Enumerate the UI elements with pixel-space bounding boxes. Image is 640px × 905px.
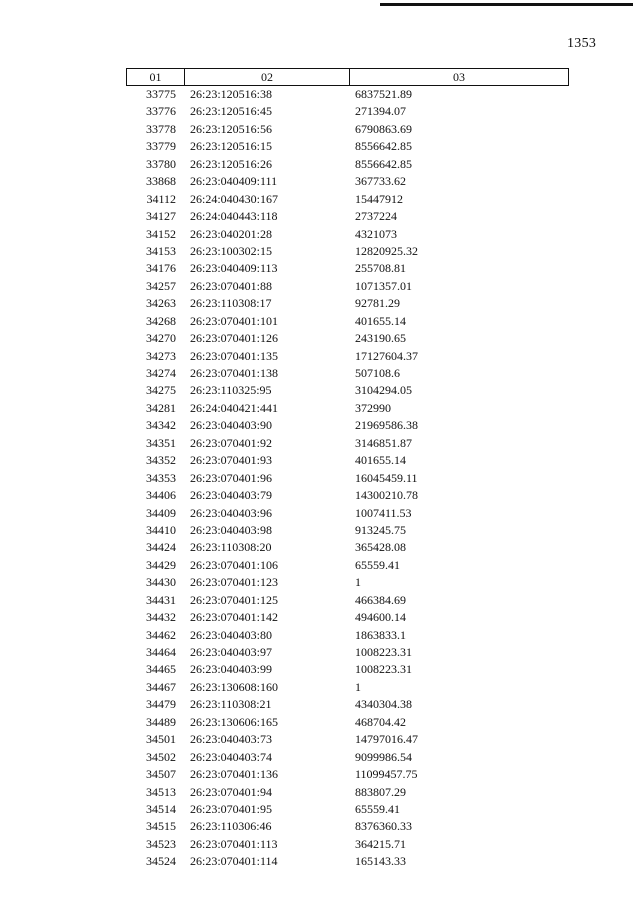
table-cell-col-03: 2737224 xyxy=(355,209,397,224)
table-cell-col-01: 33780 xyxy=(146,156,176,171)
table-row xyxy=(126,86,569,103)
table-cell-col-02: 26:23:040409:111 xyxy=(190,174,278,189)
table-cell-col-02: 26:23:100302:15 xyxy=(190,243,273,258)
table-cell-col-02: 26:23:070401:114 xyxy=(190,854,278,869)
table-cell-col-01: 34127 xyxy=(146,209,176,224)
table-row xyxy=(126,330,569,347)
top-rule xyxy=(380,3,633,6)
table-cell-col-03: 401655.14 xyxy=(355,453,406,468)
table-cell-col-03: 4321073 xyxy=(355,226,397,241)
table-cell-col-02: 26:23:070401:94 xyxy=(190,784,273,799)
table-row xyxy=(126,156,569,173)
table-row xyxy=(126,226,569,243)
table-cell-col-01: 34424 xyxy=(146,540,176,555)
table-row xyxy=(126,539,569,556)
table-cell-col-01: 34507 xyxy=(146,767,176,782)
table-cell-col-03: 913245.75 xyxy=(355,522,406,537)
table-cell-col-02: 26:23:110308:21 xyxy=(190,697,272,712)
table-cell-col-01: 34273 xyxy=(146,348,176,363)
table-cell-col-03: 255708.81 xyxy=(355,261,406,276)
table-cell-col-03: 365428.08 xyxy=(355,540,406,555)
table-row xyxy=(126,714,569,731)
table-cell-col-03: 21969586.38 xyxy=(355,418,418,433)
table-cell-col-02: 26:23:040403:97 xyxy=(190,645,273,659)
table-cell-col-02: 26:23:040403:96 xyxy=(190,505,273,520)
table-cell-col-01: 34352 xyxy=(146,453,176,468)
table-cell-col-01: 34410 xyxy=(146,522,176,537)
table-cell-col-03: 8556642.85 xyxy=(355,156,412,171)
table-cell-col-02: 26:23:070401:93 xyxy=(190,453,273,468)
table-cell-col-01: 33779 xyxy=(146,139,176,154)
table-cell-col-02: 26:23:040409:113 xyxy=(190,261,278,276)
table-cell-col-01: 34409 xyxy=(146,505,176,520)
table-row xyxy=(126,801,569,818)
table-cell-col-02: 26:23:120516:38 xyxy=(190,87,273,101)
table-cell-col-01: 33778 xyxy=(146,121,176,136)
table-cell-col-01: 34501 xyxy=(146,732,176,747)
table-cell-col-01: 34176 xyxy=(146,261,176,276)
table-cell-col-01: 33868 xyxy=(146,174,176,189)
table-row xyxy=(126,121,569,138)
table-row xyxy=(126,435,569,452)
table-cell-col-02: 26:23:070401:123 xyxy=(190,575,279,590)
table-cell-col-03: 1 xyxy=(355,575,361,590)
table-cell-col-02: 26:23:070401:135 xyxy=(190,348,279,363)
table-cell-col-01: 34430 xyxy=(146,575,176,590)
table-cell-col-02: 26:23:070401:138 xyxy=(190,366,279,380)
table-cell-col-02: 26:23:110325:95 xyxy=(190,383,272,398)
table-cell-col-01: 34462 xyxy=(146,627,176,642)
table-row xyxy=(126,417,569,434)
table-body xyxy=(126,86,569,871)
table-cell-col-01: 34274 xyxy=(146,366,176,380)
table-row xyxy=(126,749,569,766)
table-cell-col-01: 34281 xyxy=(146,400,176,415)
table-cell-col-01: 34515 xyxy=(146,819,176,834)
table-cell-col-02: 26:23:040201:28 xyxy=(190,226,273,241)
table-cell-col-02: 26:23:040403:99 xyxy=(190,662,273,677)
table-row xyxy=(126,731,569,748)
table-row xyxy=(126,505,569,522)
table-cell-col-02: 26:23:120516:56 xyxy=(190,121,273,136)
table-cell-col-01: 34153 xyxy=(146,243,176,258)
table-cell-col-03: 6790863.69 xyxy=(355,121,412,136)
table-cell-col-02: 26:23:040403:74 xyxy=(190,749,273,764)
table-row xyxy=(126,522,569,539)
table-cell-col-03: 883807.29 xyxy=(355,784,406,799)
table-cell-col-01: 33776 xyxy=(146,104,176,119)
table-cell-col-02: 26:23:110308:20 xyxy=(190,540,272,555)
table-row xyxy=(126,382,569,399)
table-cell-col-01: 34257 xyxy=(146,278,176,293)
table-cell-col-02: 26:23:110308:17 xyxy=(190,296,272,311)
table-cell-col-01: 33775 xyxy=(146,87,176,101)
table-cell-col-03: 364215.71 xyxy=(355,836,406,851)
table-cell-col-02: 26:23:130608:160 xyxy=(190,679,279,694)
table-cell-col-01: 34465 xyxy=(146,662,176,677)
table-cell-col-01: 34432 xyxy=(146,610,176,625)
table-cell-col-02: 26:23:040403:73 xyxy=(190,732,273,747)
table-cell-col-03: 65559.41 xyxy=(355,557,400,572)
table-cell-col-02: 26:23:120516:15 xyxy=(190,139,273,154)
table-cell-col-03: 15447912 xyxy=(355,191,403,206)
table-cell-col-02: 26:23:040403:79 xyxy=(190,488,273,503)
table-cell-col-01: 34268 xyxy=(146,313,176,328)
table-cell-col-03: 1007411.53 xyxy=(355,505,412,520)
table-cell-col-03: 401655.14 xyxy=(355,313,406,328)
table-cell-col-01: 34152 xyxy=(146,226,176,241)
table-cell-col-01: 34513 xyxy=(146,784,176,799)
table-cell-col-01: 34431 xyxy=(146,592,176,607)
table-cell-col-02: 26:23:040403:80 xyxy=(190,627,273,642)
table-cell-col-02: 26:23:070401:136 xyxy=(190,767,279,782)
table-row xyxy=(126,679,569,696)
table-cell-col-02: 26:23:040403:90 xyxy=(190,418,273,433)
table-cell-col-03: 271394.07 xyxy=(355,104,406,119)
table-header xyxy=(126,68,569,86)
table-cell-col-02: 26:23:070401:106 xyxy=(190,557,279,572)
table-row xyxy=(126,784,569,801)
table-row xyxy=(126,365,569,382)
table-row xyxy=(126,208,569,225)
table-cell-col-03: 8556642.85 xyxy=(355,139,412,154)
table-cell-col-01: 34514 xyxy=(146,801,176,816)
table-row xyxy=(126,661,569,678)
table-row xyxy=(126,243,569,260)
table-cell-col-01: 34464 xyxy=(146,645,176,659)
table-row xyxy=(126,278,569,295)
table-row xyxy=(126,609,569,626)
table-cell-col-01: 34112 xyxy=(146,191,176,206)
table-cell-col-03: 1 xyxy=(355,679,361,694)
table-cell-col-03: 3104294.05 xyxy=(355,383,412,398)
table-cell-col-01: 34342 xyxy=(146,418,176,433)
table-cell-col-01: 34479 xyxy=(146,697,176,712)
table-cell-col-01: 34351 xyxy=(146,435,176,450)
header-col-02: 02 xyxy=(185,69,350,85)
table-cell-col-02: 26:23:070401:101 xyxy=(190,313,279,328)
table-cell-col-03: 3146851.87 xyxy=(355,435,412,450)
table-cell-col-01: 34502 xyxy=(146,749,176,764)
table-cell-col-01: 34275 xyxy=(146,383,176,398)
table-row xyxy=(126,644,569,661)
table-row xyxy=(126,348,569,365)
table-cell-col-01: 34524 xyxy=(146,854,176,869)
table-cell-col-02: 26:24:040421:441 xyxy=(190,400,279,415)
table-cell-col-03: 14797016.47 xyxy=(355,732,418,747)
table-cell-col-03: 4340304.38 xyxy=(355,697,412,712)
table-row xyxy=(126,487,569,504)
table-row xyxy=(126,574,569,591)
table-cell-col-02: 26:24:040443:118 xyxy=(190,209,278,224)
table-cell-col-03: 165143.33 xyxy=(355,854,406,869)
table-cell-col-03: 14300210.78 xyxy=(355,488,418,503)
table-row xyxy=(126,853,569,870)
table-cell-col-02: 26:23:120516:26 xyxy=(190,156,273,171)
table-cell-col-01: 34263 xyxy=(146,296,176,311)
table-cell-col-03: 12820925.32 xyxy=(355,243,418,258)
table-cell-col-01: 34270 xyxy=(146,331,176,346)
table-cell-col-02: 26:23:070401:126 xyxy=(190,331,279,346)
table-cell-col-03: 1008223.31 xyxy=(355,662,412,677)
table-row xyxy=(126,696,569,713)
table-cell-col-03: 507108.6 xyxy=(355,366,400,380)
page-number: 1353 xyxy=(567,36,597,51)
table-cell-col-03: 494600.14 xyxy=(355,610,406,625)
table-row xyxy=(126,592,569,609)
table-row xyxy=(126,470,569,487)
table-cell-col-03: 6837521.89 xyxy=(355,87,412,101)
table-cell-col-03: 1071357.01 xyxy=(355,278,412,293)
header-col-01: 01 xyxy=(127,69,185,85)
data-table xyxy=(126,68,569,871)
table-cell-col-03: 17127604.37 xyxy=(355,348,418,363)
table-cell-col-02: 26:23:070401:142 xyxy=(190,610,279,625)
table-cell-col-02: 26:24:040430:167 xyxy=(190,191,279,206)
table-cell-col-03: 1863833.1 xyxy=(355,627,406,642)
table-row xyxy=(126,103,569,120)
table-cell-col-03: 372990 xyxy=(355,400,391,415)
table-row xyxy=(126,295,569,312)
table-row xyxy=(126,138,569,155)
table-row xyxy=(126,627,569,644)
table-cell-col-03: 243190.65 xyxy=(355,331,406,346)
table-cell-col-03: 11099457.75 xyxy=(355,767,418,782)
table-cell-col-01: 34429 xyxy=(146,557,176,572)
table-cell-col-02: 26:23:070401:125 xyxy=(190,592,279,607)
table-cell-col-03: 367733.62 xyxy=(355,174,406,189)
table-row xyxy=(126,173,569,190)
table-cell-col-01: 34523 xyxy=(146,836,176,851)
table-cell-col-01: 34467 xyxy=(146,679,176,694)
table-cell-col-03: 65559.41 xyxy=(355,801,400,816)
table-cell-col-01: 34353 xyxy=(146,470,176,485)
table-cell-col-02: 26:23:040403:98 xyxy=(190,522,273,537)
table-row xyxy=(126,818,569,835)
table-cell-col-03: 92781.29 xyxy=(355,296,400,311)
table-row xyxy=(126,452,569,469)
header-col-03: 03 xyxy=(453,70,465,84)
table-cell-col-02: 26:23:070401:113 xyxy=(190,836,278,851)
table-cell-col-03: 16045459.11 xyxy=(355,470,418,485)
table-row xyxy=(126,766,569,783)
table-cell-col-03: 9099986.54 xyxy=(355,749,412,764)
table-row xyxy=(126,557,569,574)
table-cell-col-02: 26:23:070401:92 xyxy=(190,435,273,450)
table-cell-col-02: 26:23:110306:46 xyxy=(190,819,272,834)
table-row xyxy=(126,836,569,853)
table-row xyxy=(126,313,569,330)
table-cell-col-03: 1008223.31 xyxy=(355,645,412,659)
table-cell-col-01: 34406 xyxy=(146,488,176,503)
table-row xyxy=(126,400,569,417)
table-cell-col-02: 26:23:120516:45 xyxy=(190,104,273,119)
table-cell-col-02: 26:23:070401:88 xyxy=(190,278,273,293)
table-cell-col-02: 26:23:070401:95 xyxy=(190,801,273,816)
table-cell-col-03: 8376360.33 xyxy=(355,819,412,834)
table-cell-col-02: 26:23:130606:165 xyxy=(190,714,279,729)
table-row xyxy=(126,260,569,277)
table-row xyxy=(126,191,569,208)
table-cell-col-03: 466384.69 xyxy=(355,592,406,607)
table-cell-col-01: 34489 xyxy=(146,714,176,729)
table-cell-col-02: 26:23:070401:96 xyxy=(190,470,273,485)
table-cell-col-03: 468704.42 xyxy=(355,714,406,729)
